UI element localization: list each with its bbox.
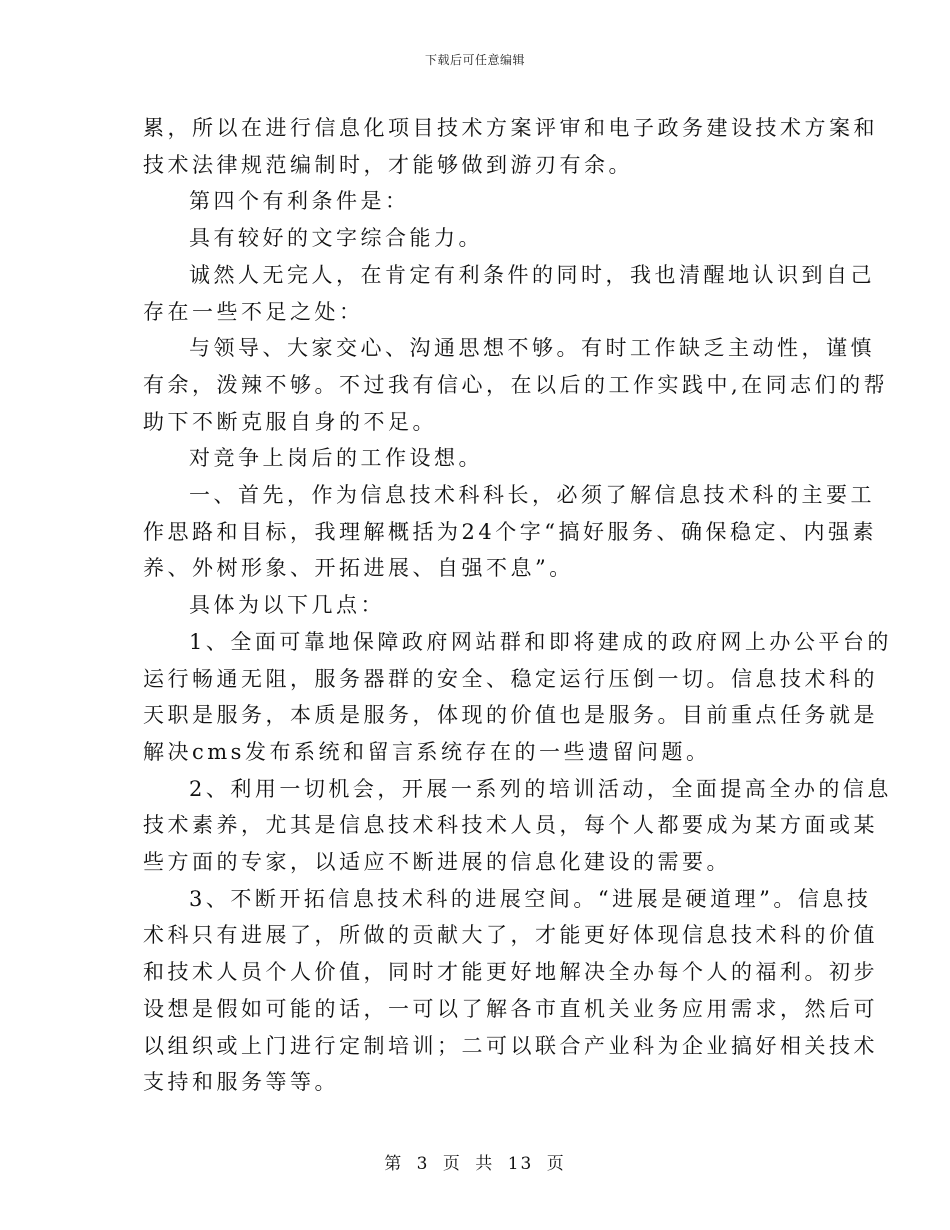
paragraph-shortcomings-detail <box>143 330 889 440</box>
text-line: 与领导、大家交心、沟通思想不够。有时工作缺乏主动性，谨慎 <box>189 336 875 361</box>
text-line: 累，所以在进行信息化项目技术方案评审和电子政务建设技术方案和 <box>143 116 878 140</box>
text-line: 和技术人员个人价值，同时才能更好地解决全办每个人的福利。初步 <box>143 960 878 985</box>
text-line: 作思路和目标，我理解概括为24个字“搞好服务、确保稳定、内强素 <box>143 519 877 544</box>
text-line: 设想是假如可能的话，一可以了解各市直机关业务应用需求，然后可 <box>143 996 878 1021</box>
text-line: 一、首先，作为信息技术科科长，必须了解信息技术科的主要工 <box>189 483 875 508</box>
paragraph-point-2 <box>143 771 892 881</box>
text-line: 技术素养，尤其是信息技术科技术人员，每个人都要成为某方面或某 <box>143 813 878 838</box>
text-line: 技术法律规范编制时，才能够做到游刃有余。 <box>143 152 633 177</box>
paragraph-work-plan-heading <box>143 440 807 477</box>
page-header: 下载后可任意编辑 <box>424 53 525 67</box>
paragraph-first-goal <box>143 477 877 587</box>
text-line: 第四个有利条件是： <box>189 189 410 214</box>
text-line: 支持和服务等等。 <box>143 1070 339 1095</box>
text-line: 存在一些不足之处： <box>143 299 364 324</box>
paragraph-writing-ability <box>143 220 807 257</box>
text-line: 1、全面可靠地保障政府网站群和即将建成的政府网上办公平台的 <box>189 629 892 654</box>
text-line: 天职是服务，本质是服务，体现的价值也是服务。目前重点任务就是 <box>143 703 878 728</box>
text-line: 具有较好的文字综合能力。 <box>189 226 483 251</box>
text-line: 具体为以下几点： <box>189 593 385 618</box>
text-line: 3、不断开拓信息技术科的进展空间。“进展是硬道理”。信息技 <box>189 886 872 911</box>
page-number-footer: 第 3 页 共 13 页 <box>384 1154 566 1174</box>
text-line: 助下不断克服自身的不足。 <box>143 409 437 434</box>
document-body <box>143 110 892 1101</box>
text-line: 有余，泼辣不够。不过我有信心，在以后的工作实践中,在同志们的帮 <box>143 372 889 397</box>
paragraph-shortcomings-intro <box>143 257 875 330</box>
text-line: 解决cms发布系统和留言系统存在的一些遗留问题。 <box>143 739 711 764</box>
paragraph-fourth-condition-heading <box>143 183 807 220</box>
text-line: 养、外树形象、开拓进展、自强不息”。 <box>143 556 574 581</box>
paragraph-point-3 <box>143 881 878 1101</box>
text-line: 诚然人无完人，在肯定有利条件的同时，我也清醒地认识到自己 <box>189 262 875 287</box>
paragraph-continuation <box>143 110 878 183</box>
text-line: 2、利用一切机会，开展一系列的培训活动，全面提高全办的信息 <box>189 776 892 801</box>
text-line: 对竞争上岗后的工作设想。 <box>189 446 483 471</box>
text-line: 些方面的专家，以适应不断进展的信息化建设的需要。 <box>143 850 731 875</box>
paragraph-specific-points-heading <box>143 587 807 624</box>
text-line: 术科只有进展了，所做的贡献大了，才能更好体现信息技术科的价值 <box>143 923 878 948</box>
text-line: 运行畅通无阻，服务器群的安全、稳定运行压倒一切。信息技术科的 <box>143 666 878 691</box>
paragraph-point-1 <box>143 624 892 771</box>
text-line: 以组织或上门进行定制培训；二可以联合产业科为企业搞好相关技术 <box>143 1033 878 1058</box>
